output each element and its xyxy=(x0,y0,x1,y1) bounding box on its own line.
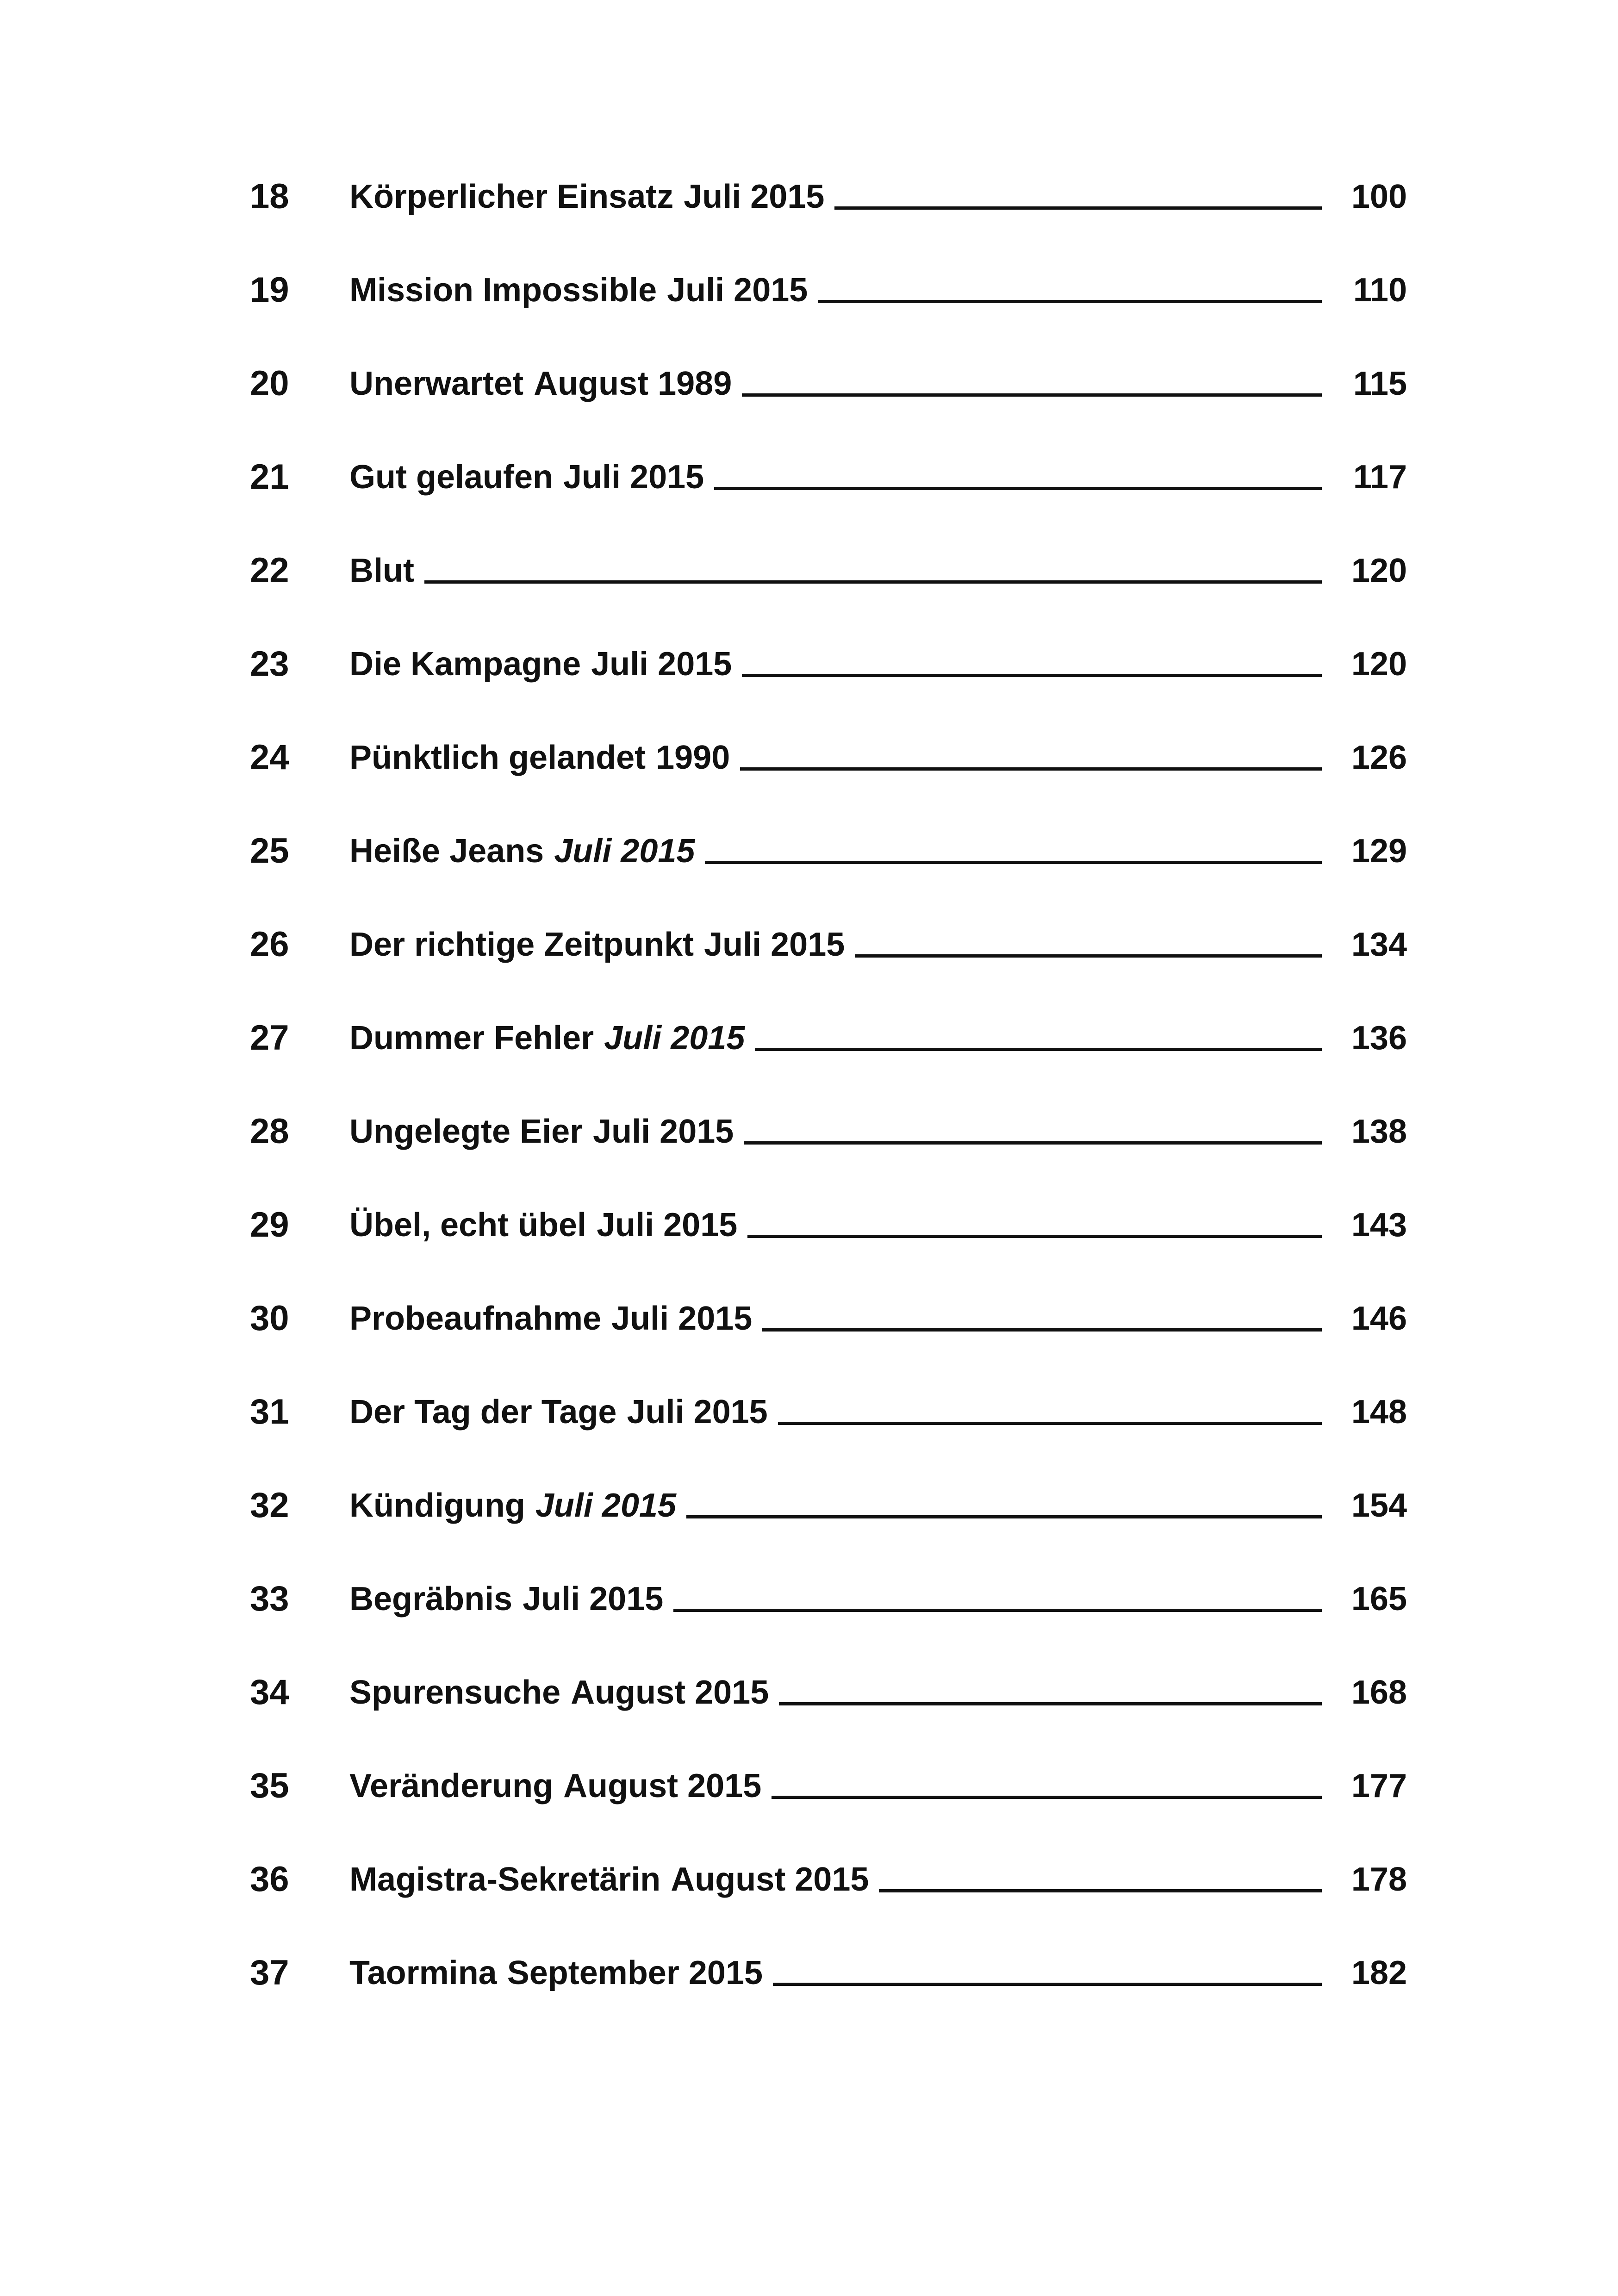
chapter-number: 37 xyxy=(250,1953,289,1992)
toc-entry xyxy=(250,1106,1407,1200)
chapter-number: 21 xyxy=(250,457,289,497)
toc-entry xyxy=(250,1293,1407,1387)
leader-line xyxy=(744,1141,1322,1145)
toc-entry xyxy=(250,1854,1407,1948)
toc-line xyxy=(349,1948,1407,1998)
chapter-date: Juli 2015 xyxy=(667,272,808,309)
toc-line xyxy=(349,639,1407,690)
leader-line xyxy=(747,1235,1322,1238)
chapter-date: September 2015 xyxy=(507,1954,763,1991)
chapter-number: 33 xyxy=(250,1579,289,1618)
chapter-title: Begräbnis xyxy=(349,1580,513,1618)
toc-entry xyxy=(250,452,1407,545)
chapter-number: 27 xyxy=(250,1018,289,1058)
chapter-date: Juli 2015 xyxy=(627,1394,768,1431)
chapter-title: Heiße Jeans xyxy=(349,833,544,870)
chapter-title: Taormina xyxy=(349,1954,497,1991)
chapter-date: Juli 2015 xyxy=(704,926,845,963)
chapter-date: Juli 2015 xyxy=(554,833,695,870)
chapter-date: Juli 2015 xyxy=(563,459,704,496)
toc-line xyxy=(349,1013,1407,1064)
chapter-title: Die Kampagne xyxy=(349,646,581,683)
chapter-number: 24 xyxy=(250,738,289,777)
toc-line xyxy=(349,358,1407,409)
chapter-date: Juli 2015 xyxy=(684,178,825,215)
chapter-date: Juli 2015 xyxy=(611,1300,753,1337)
leader-line xyxy=(879,1889,1322,1892)
chapter-title: Mission Impossible xyxy=(349,272,657,309)
page-number: 115 xyxy=(1353,365,1407,402)
chapter-title: Körperlicher Einsatz xyxy=(349,178,674,215)
toc-entry xyxy=(250,1948,1407,2041)
leader-line xyxy=(755,1048,1322,1051)
page-number: 182 xyxy=(1351,1954,1407,1991)
chapter-date: Juli 2015 xyxy=(597,1207,738,1244)
page-number: 120 xyxy=(1351,646,1407,683)
toc-line xyxy=(349,1200,1407,1251)
chapter-number: 35 xyxy=(250,1766,289,1805)
page-number: 178 xyxy=(1351,1861,1407,1898)
page-number: 148 xyxy=(1351,1394,1407,1431)
leader-line xyxy=(762,1328,1322,1332)
leader-line xyxy=(818,300,1322,303)
page-number: 168 xyxy=(1351,1674,1407,1711)
page-number: 146 xyxy=(1351,1300,1407,1337)
chapter-date: Juli 2015 xyxy=(593,1113,734,1150)
toc-line xyxy=(349,1387,1407,1437)
chapter-number: 23 xyxy=(250,644,289,684)
toc-entry xyxy=(250,265,1407,358)
chapter-date: Juli 2015 xyxy=(591,646,732,683)
chapter-title: Der Tag der Tage xyxy=(349,1394,617,1431)
chapter-number: 31 xyxy=(250,1392,289,1431)
leader-line xyxy=(742,393,1322,397)
chapter-date: Juli 2015 xyxy=(523,1580,664,1618)
chapter-title: Übel, echt übel xyxy=(349,1207,587,1244)
toc-line xyxy=(349,265,1407,316)
chapter-title: Der richtige Zeitpunkt xyxy=(349,926,694,963)
chapter-title: Veränderung xyxy=(349,1767,554,1804)
leader-line xyxy=(742,674,1322,677)
chapter-number: 28 xyxy=(250,1112,289,1151)
chapter-date: Juli 2015 xyxy=(535,1487,677,1524)
chapter-number: 29 xyxy=(250,1205,289,1244)
chapter-date: August 2015 xyxy=(571,1674,769,1711)
page-number: 136 xyxy=(1351,1020,1407,1057)
page-number: 120 xyxy=(1351,552,1407,589)
toc-entry xyxy=(250,1480,1407,1574)
leader-line xyxy=(714,487,1322,490)
leader-line xyxy=(773,1983,1322,1986)
page-number: 143 xyxy=(1351,1207,1407,1244)
toc-line xyxy=(349,1574,1407,1624)
toc-line xyxy=(349,452,1407,503)
leader-line xyxy=(424,580,1322,584)
chapter-date: 1990 xyxy=(656,739,730,776)
leader-line xyxy=(772,1796,1322,1799)
chapter-number: 25 xyxy=(250,831,289,871)
chapter-title: Ungelegte Eier xyxy=(349,1113,583,1150)
chapter-title: Probeaufnahme xyxy=(349,1300,602,1337)
page-number: 138 xyxy=(1351,1113,1407,1150)
chapter-date: August 2015 xyxy=(671,1861,869,1898)
page-number: 129 xyxy=(1351,833,1407,870)
toc-entry xyxy=(250,1761,1407,1854)
chapter-title: Magistra-Sekretärin xyxy=(349,1861,661,1898)
page-number: 100 xyxy=(1351,178,1407,215)
leader-line xyxy=(686,1515,1322,1518)
chapter-date: August 2015 xyxy=(563,1767,762,1804)
page-number: 117 xyxy=(1353,459,1407,496)
toc-entry xyxy=(250,545,1407,639)
leader-line xyxy=(673,1609,1322,1612)
toc-entry xyxy=(250,919,1407,1013)
toc-entry xyxy=(250,171,1407,265)
toc-entry xyxy=(250,732,1407,826)
table-of-contents xyxy=(250,171,1407,2041)
toc-line xyxy=(349,1667,1407,1718)
toc-line xyxy=(349,171,1407,222)
chapter-number: 18 xyxy=(250,177,289,216)
chapter-title: Dummer Fehler xyxy=(349,1020,594,1057)
chapter-title: Pünktlich gelandet xyxy=(349,739,646,776)
page-number: 177 xyxy=(1351,1767,1407,1804)
chapter-number: 34 xyxy=(250,1673,289,1712)
leader-line xyxy=(834,206,1322,210)
page-number: 134 xyxy=(1351,926,1407,963)
chapter-number: 19 xyxy=(250,270,289,310)
toc-entry xyxy=(250,1013,1407,1106)
chapter-number: 30 xyxy=(250,1299,289,1338)
toc-entry xyxy=(250,1387,1407,1480)
toc-line xyxy=(349,732,1407,783)
chapter-number: 36 xyxy=(250,1860,289,1899)
chapter-title: Gut gelaufen xyxy=(349,459,554,496)
toc-line xyxy=(349,1480,1407,1531)
leader-line xyxy=(740,767,1322,771)
chapter-number: 22 xyxy=(250,551,289,590)
toc-entry xyxy=(250,826,1407,919)
page-number: 126 xyxy=(1351,739,1407,776)
toc-line xyxy=(349,1293,1407,1344)
toc-entry xyxy=(250,358,1407,452)
chapter-title: Blut xyxy=(349,552,414,589)
toc-line xyxy=(349,545,1407,596)
chapter-date: Juli 2015 xyxy=(604,1020,745,1057)
toc-entry xyxy=(250,1200,1407,1293)
leader-line xyxy=(778,1422,1322,1425)
toc-line xyxy=(349,1106,1407,1157)
chapter-number: 26 xyxy=(250,925,289,964)
chapter-title: Kündigung xyxy=(349,1487,525,1524)
toc-line xyxy=(349,1854,1407,1905)
page-number: 165 xyxy=(1351,1580,1407,1618)
page-number: 110 xyxy=(1353,272,1407,309)
leader-line xyxy=(855,954,1322,958)
chapter-number: 20 xyxy=(250,364,289,403)
leader-line xyxy=(779,1702,1322,1705)
toc-entry xyxy=(250,1667,1407,1761)
toc-entry xyxy=(250,639,1407,732)
chapter-title: Spurensuche xyxy=(349,1674,561,1711)
toc-line xyxy=(349,919,1407,970)
toc-line xyxy=(349,826,1407,877)
toc-line xyxy=(349,1761,1407,1811)
chapter-number: 32 xyxy=(250,1486,289,1525)
toc-entry xyxy=(250,1574,1407,1667)
chapter-title: Unerwartet xyxy=(349,365,524,402)
chapter-date: August 1989 xyxy=(534,365,732,402)
page-number: 154 xyxy=(1351,1487,1407,1524)
leader-line xyxy=(705,861,1322,864)
